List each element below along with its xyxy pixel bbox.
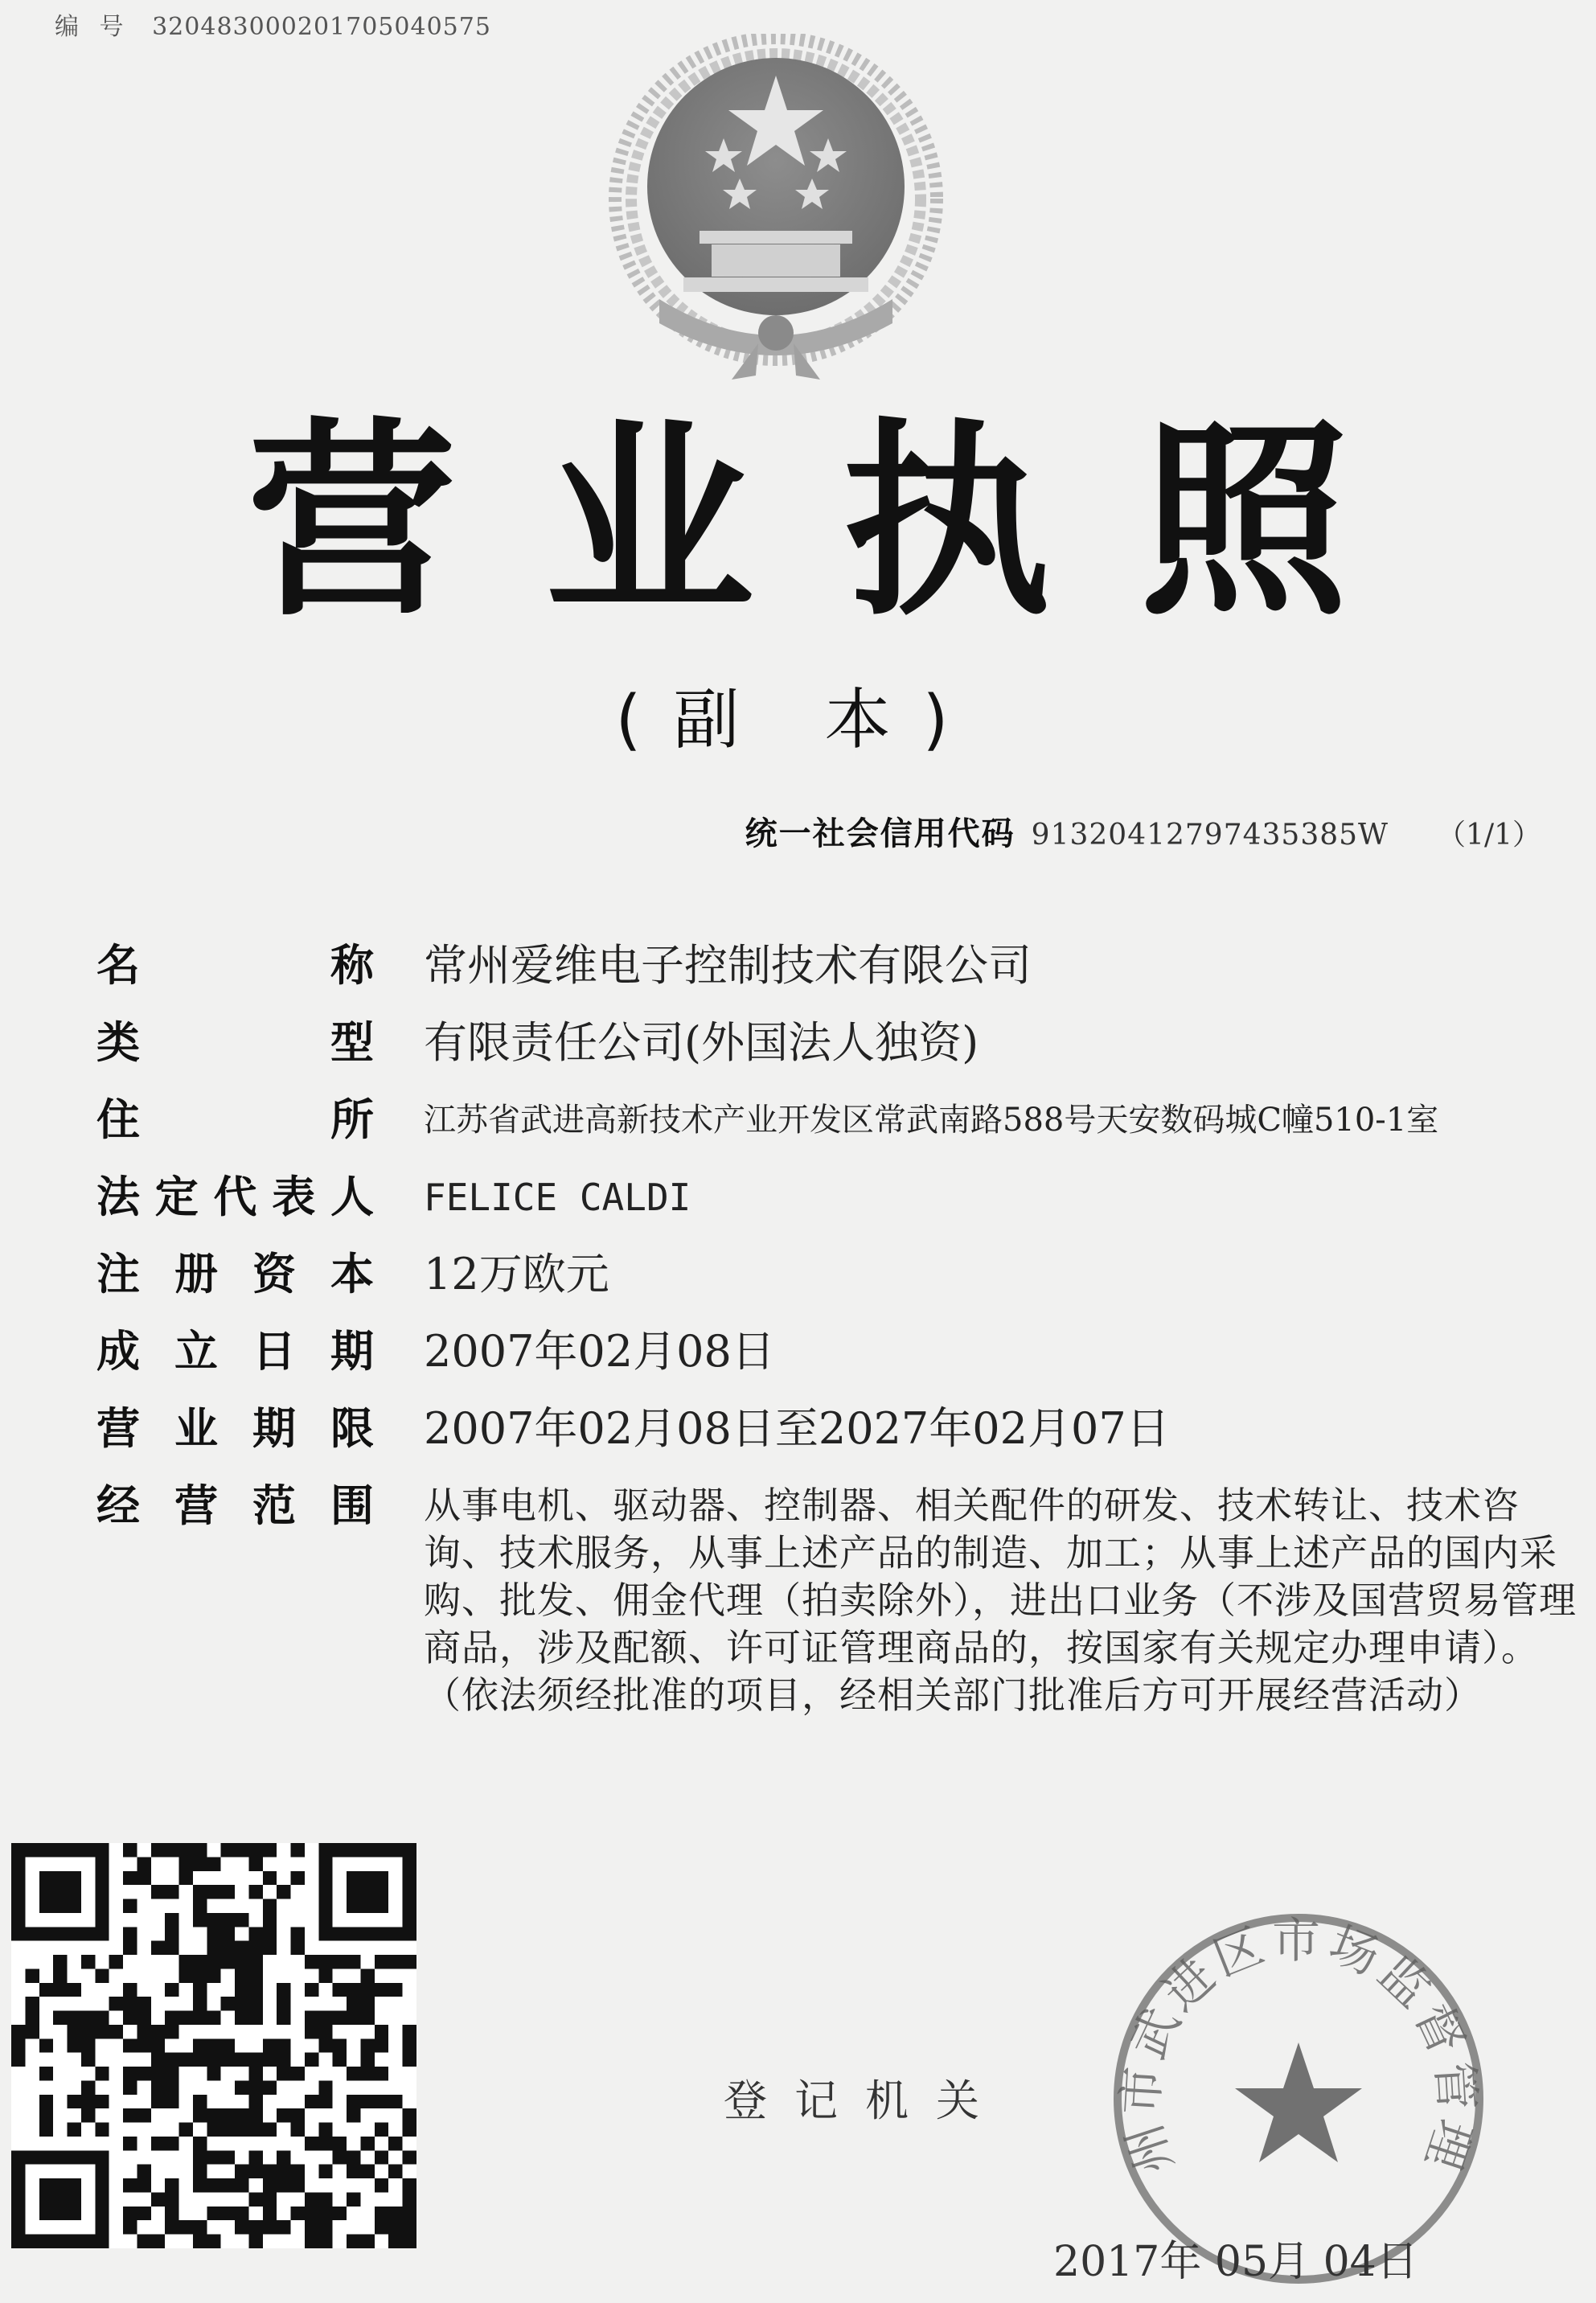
field-value-type: 有限责任公司(外国法人独资) xyxy=(424,1017,979,1068)
field-row-address xyxy=(96,1091,1592,1149)
serial-value: 320483000201705040575 xyxy=(152,13,491,41)
field-row-capital xyxy=(96,1246,1592,1303)
page-indicator: （1/1） xyxy=(1437,819,1541,852)
qr-code[interactable] xyxy=(11,1843,416,2248)
field-value-scope: 从事电机、驱动器、控制器、相关配件的研发、技术转让、技术咨询、技术服务，从事上述产品的制造、加工；从事上述产品的国内采购、批发、佣金代理（拍卖除外），进出口业务（不涉及国营贸易管理商品，涉及配额、许可证管理商品的，按国家有关规定办理申请）。（依法须经批准的项目，经相关部门批准后方可开展经营活动） xyxy=(424,1484,1577,1717)
credit-code-label: 统一社会信用代码 xyxy=(745,815,1015,852)
field-value-address: 江苏省武进高新技术产业开发区常武南路588号天安数码城C幢510-1室 xyxy=(424,1102,1439,1139)
credit-code-value: 91320412797435385W xyxy=(1031,819,1389,852)
issue-date: 2017年 05月 04日 xyxy=(1053,2238,1418,2286)
license-fields xyxy=(96,937,1592,1739)
field-label: 类 型 xyxy=(96,1017,374,1068)
field-row-type xyxy=(96,1014,1592,1072)
field-row-scope xyxy=(96,1477,1592,1719)
field-row-term xyxy=(96,1400,1592,1458)
credit-code xyxy=(745,808,1541,854)
field-label: 成 立 日 期 xyxy=(96,1326,374,1377)
field-value-capital: 12万欧元 xyxy=(424,1249,609,1299)
serial-label: 编 号 xyxy=(55,13,130,41)
field-label: 注 册 资 本 xyxy=(96,1249,374,1299)
field-label: 经 营 范 围 xyxy=(96,1480,374,1531)
field-label: 营 业 期 限 xyxy=(96,1403,374,1454)
national-emblem-icon xyxy=(603,34,949,388)
field-value-term: 2007年02月08日至2027年02月07日 xyxy=(424,1403,1170,1454)
seal-star-icon xyxy=(1235,2042,1362,2162)
field-row-name xyxy=(96,937,1592,995)
page-title: 营业执照 xyxy=(247,401,1438,644)
serial-number xyxy=(55,6,491,42)
field-row-established xyxy=(96,1323,1592,1381)
field-label: 住 所 xyxy=(96,1094,374,1145)
field-row-legal-rep xyxy=(96,1168,1592,1226)
field-value-name: 常州爱维电子控制技术有限公司 xyxy=(424,940,1032,991)
field-value-established: 2007年02月08日 xyxy=(424,1326,775,1377)
registration-authority: 登记机关 xyxy=(724,2075,1007,2126)
field-label: 法 定 代 表 人 xyxy=(96,1172,374,1222)
field-label: 名 称 xyxy=(96,940,374,991)
page-subtitle: (副 本) xyxy=(615,682,981,758)
field-value-legal-rep: FELICE CALDI xyxy=(424,1176,691,1219)
svg-text:常州市武进区市场监督管理局: 州市武进区市场监督管理 xyxy=(1112,1912,1485,2181)
